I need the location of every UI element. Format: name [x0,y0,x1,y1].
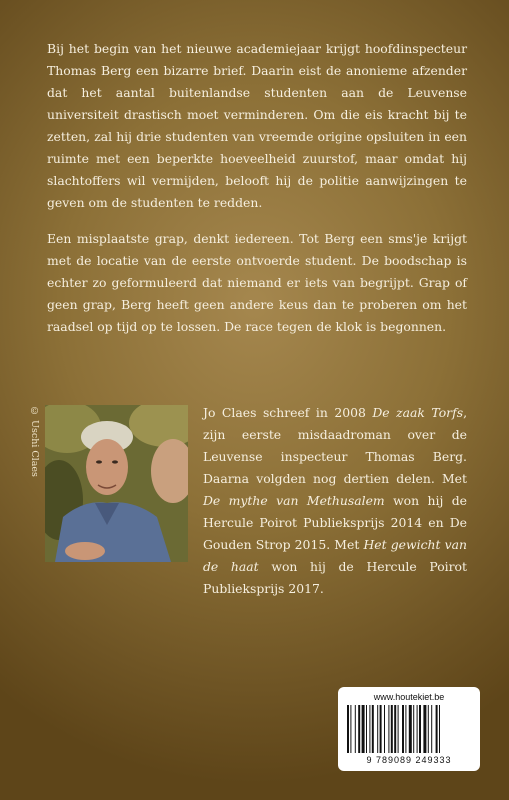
barcode-box [338,687,480,771]
blurb-paragraph-1: Bij het begin van het nieuwe academiejaar krijgt hoofdinspecteur Thomas Berg een bizarre brief. Daarin eist de anonieme afzender dat het aantal buitenlandse studenten aan de Leuvense universiteit drastisch moet verminderen. Om die eis kracht bij te zetten, zal hij drie studenten van vreemde origine opsluiten in een ruimte met een beperkte hoeveelheid zuurstof, maar omdat hij slachtoffers wil vermijden, belooft hij de politie aanwijzingen te geven om de studenten te redden. [47,41,467,210]
isbn-digits: 9 789089 249333 [366,755,452,765]
publisher-website: www.houtekiet.be [373,692,445,702]
book-title: Het gewicht van de haat [203,537,467,574]
photo-credit: © Uschi Claes [29,406,40,477]
author-name: Jo Claes [203,405,257,420]
book-title: De zaak Torfs [372,405,464,420]
isbn-barcode [345,705,473,755]
author-bio: Jo Claes schreef in 2008 De zaak Torfs, zijn eerste misdaadroman over de Leuvense inspecteur Thomas Berg. Daarna volgden nog dertien delen. Met De mythe van Methusalem won hij de Hercule Poirot Publieksprijs 2014 en De Gouden Strop 2015. Met Het gewicht van de haat won hij de Hercule Poirot Publieksprijs 2017. [203,405,468,596]
blurb-paragraph-2: Een misplaatste grap, denkt iedereen. Tot Berg een sms'je krijgt met de locatie van de eerste ontvoerde student. De boodschap is echter zo geformuleerd dat niemand er iets van begrijpt. Grap of geen grap, Berg heeft geen andere keus dan te proberen om het raadsel op tijd op te lossen. De race tegen de klok is begonnen. [47,231,467,334]
book-title: De mythe van Methusalem [203,493,385,508]
author-photo [45,405,188,562]
